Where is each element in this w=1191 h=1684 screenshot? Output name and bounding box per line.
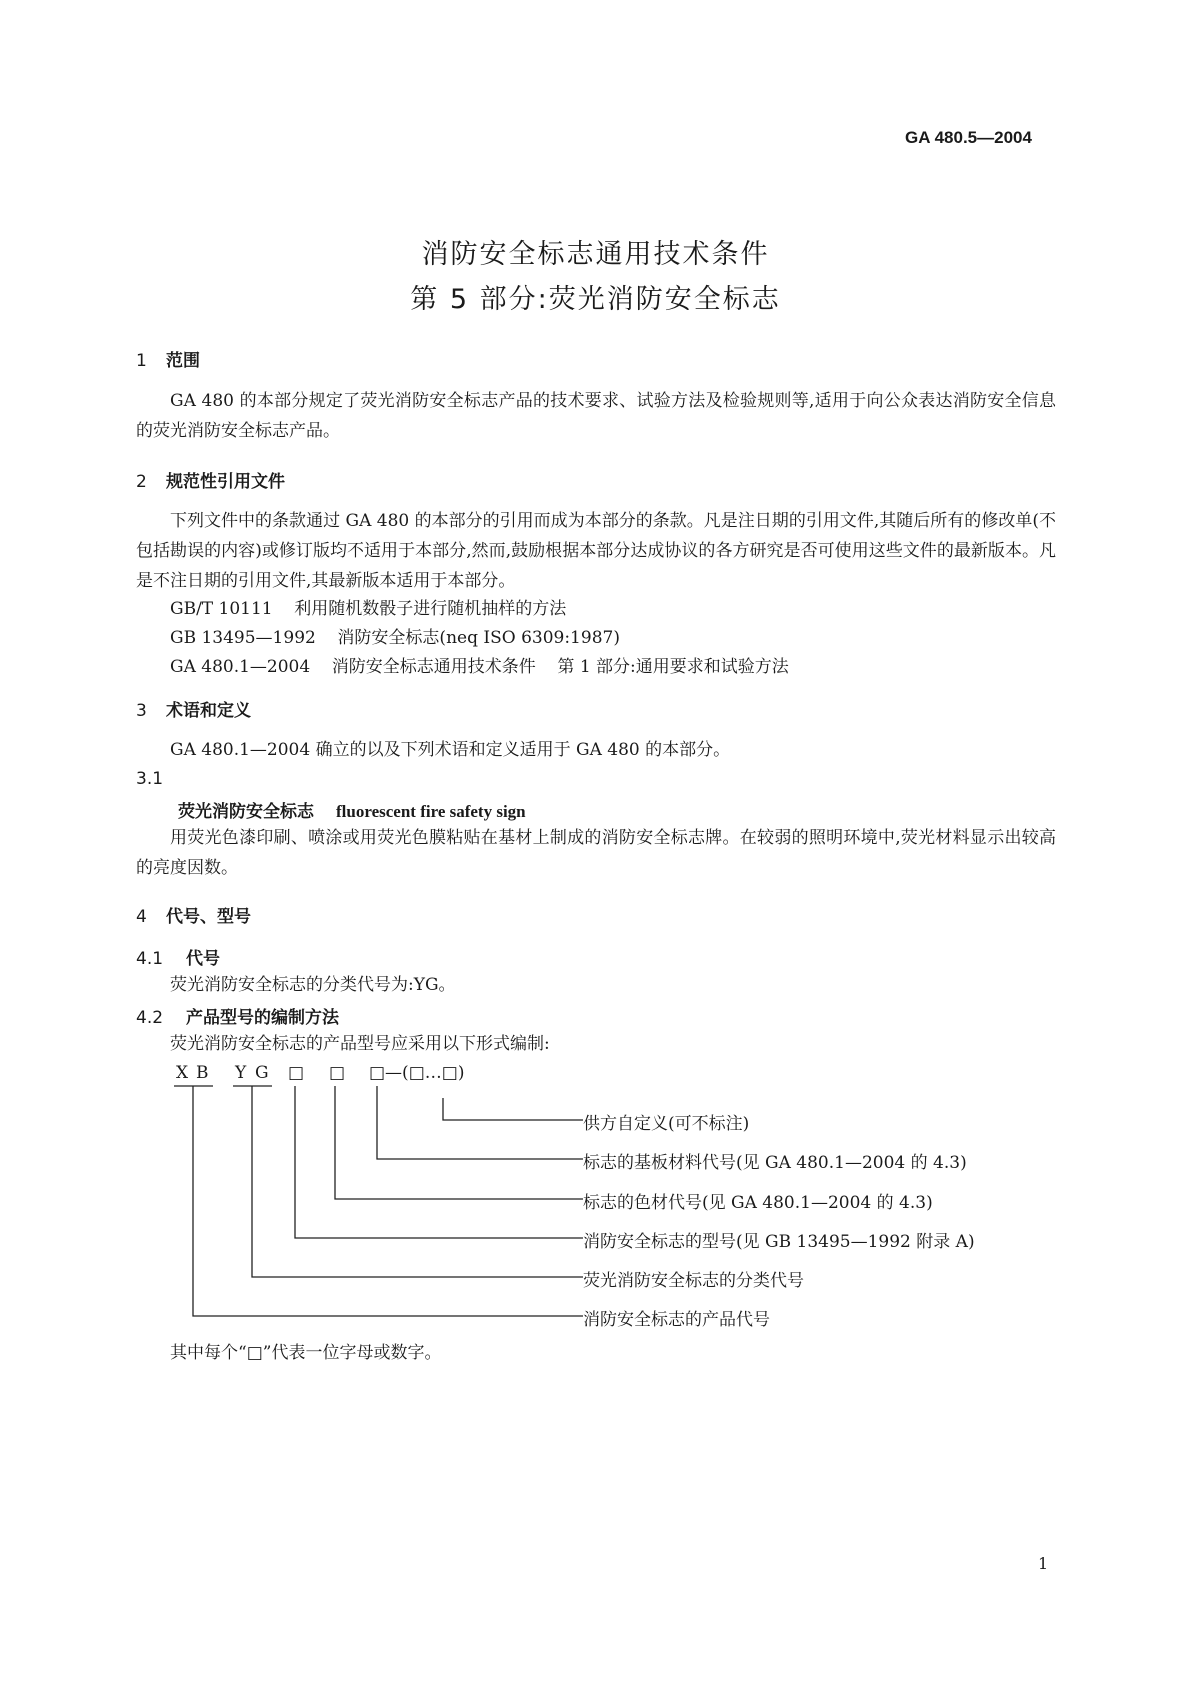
section-label: 代号、型号 <box>166 907 251 927</box>
code-char-x: X <box>176 1063 189 1083</box>
subsection-number: 4.2 <box>136 1008 164 1028</box>
section-label: 规范性引用文件 <box>166 472 285 492</box>
leader-category-code <box>252 1086 583 1277</box>
subsection-4-1-text: 荧光消防安全标志的分类代号为:YG。 <box>170 975 456 995</box>
code-box-1: □ <box>288 1063 305 1083</box>
term-english: fluorescent fire safety sign <box>336 802 526 821</box>
subsection-4-2-text: 荧光消防安全标志的产品型号应采用以下形式编制: <box>170 1034 550 1054</box>
section-2-paragraph: 下列文件中的条款通过 GA 480 的本部分的引用而成为本部分的条款。凡是注日期的引用文件,其随后所有的修改单(不包括勘误的内容)或修订版均不适用于本部分,然而,鼓励根据本部分达成协议的各方研究是否可使用这些文件的最新版本。凡是不注日期的引用文件,其最新版本适用于本部分。 <box>136 511 1056 591</box>
subsection-label: 产品型号的编制方法 <box>186 1008 339 1028</box>
standard-number: GA 480.5—2004 <box>905 128 1032 147</box>
section-label: 范围 <box>166 351 200 371</box>
reference-item: GB/T 10111 利用随机数骰子进行随机抽样的方法 <box>170 599 567 619</box>
leader-sign-type <box>295 1086 583 1238</box>
document-title-line2: 第 5 部分:荧光消防安全标志 <box>410 284 781 315</box>
reference-item: GA 480.1—2004 消防安全标志通用技术条件 第 1 部分:通用要求和试验方法 <box>170 657 789 677</box>
term-definition: 用荧光色漆印刷、喷涂或用荧光色膜粘贴在基材上制成的消防安全标志牌。在较弱的照明环境中,荧光材料显示出较高的亮度因数。 <box>136 828 1056 878</box>
diagram-label-sign-type: 消防安全标志的型号(见 GB 13495—1992 附录 A) <box>583 1232 975 1252</box>
section-3-paragraph: GA 480.1—2004 确立的以及下列术语和定义适用于 GA 480 的本部分。 <box>170 740 731 760</box>
section-number: 2 <box>136 472 147 492</box>
leader-supplier-defined <box>443 1098 583 1120</box>
document-title-line1: 消防安全标志通用技术条件 <box>421 239 770 270</box>
leader-color-material <box>335 1086 583 1199</box>
diagram-label-supplier-defined: 供方自定义(可不标注) <box>583 1114 750 1134</box>
code-char-y: Y <box>235 1063 247 1083</box>
section-label: 术语和定义 <box>166 701 251 721</box>
code-box-2: □ <box>329 1063 346 1083</box>
page-number: 1 <box>1038 1554 1049 1573</box>
reference-item: GB 13495—1992 消防安全标志(neq ISO 6309:1987) <box>170 628 620 648</box>
code-box-3-with-optional: □—(□…□) <box>369 1063 465 1083</box>
code-char-b: B <box>196 1063 209 1083</box>
section-number: 1 <box>136 351 147 371</box>
section-number: 4 <box>136 907 147 927</box>
code-char-g: G <box>255 1063 269 1083</box>
diagram-note: 其中每个“□”代表一位字母或数字。 <box>170 1343 442 1363</box>
subsection-number-3-1: 3.1 <box>136 769 164 789</box>
section-1-paragraph: GA 480 的本部分规定了荧光消防安全标志产品的技术要求、试验方法及检验规则等,适用于向公众表达消防安全信息的荧光消防安全标志产品。 <box>136 391 1056 441</box>
subsection-label: 代号 <box>186 949 220 969</box>
diagram-label-color-material: 标志的色材代号(见 GA 480.1—2004 的 4.3) <box>583 1193 933 1213</box>
diagram-label-substrate-material: 标志的基板材料代号(见 GA 480.1—2004 的 4.3) <box>583 1153 967 1173</box>
diagram-label-category-code: 荧光消防安全标志的分类代号 <box>583 1271 804 1291</box>
section-number: 3 <box>136 701 147 721</box>
diagram-label-product-code: 消防安全标志的产品代号 <box>583 1310 770 1330</box>
subsection-number: 4.1 <box>136 949 164 969</box>
term-chinese: 荧光消防安全标志 <box>178 802 314 822</box>
leader-substrate-material <box>377 1086 583 1159</box>
